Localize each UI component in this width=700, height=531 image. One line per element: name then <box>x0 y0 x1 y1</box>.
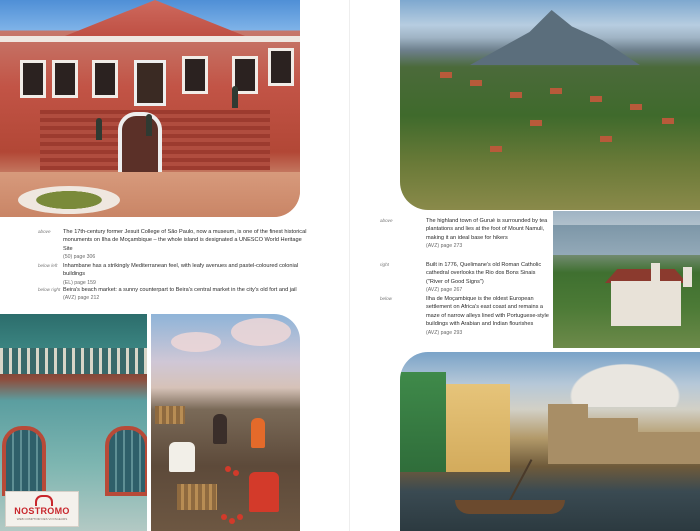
caption-body: Ilha de Moçambique is the oldest European settlement on Africa's east coast and remains a maze of narrow alleys lined with Portuguese-style buildings with Arabian and Indian flourishes <box>426 296 549 328</box>
photo-jesuit-college <box>0 0 300 217</box>
cathedral-tower <box>683 267 692 287</box>
market-crate <box>155 406 185 424</box>
caption-position: below right <box>38 287 61 292</box>
house-roof <box>440 72 452 78</box>
market-crate <box>177 484 217 510</box>
caption-position: right <box>380 262 389 267</box>
caption-ref: (EL) page 159 <box>63 279 96 286</box>
cloud <box>171 332 221 352</box>
house-roof <box>590 96 602 102</box>
house-roof <box>550 88 562 94</box>
photo-beira-market <box>151 314 300 531</box>
house-roof <box>470 80 482 86</box>
building-cornice <box>0 36 300 42</box>
cathedral-tower <box>651 263 660 283</box>
caption-body: Beira's beach market: a sunny counterpart to Beira's central market in the city's old fort and jail <box>63 287 297 293</box>
house-roof <box>600 136 612 142</box>
caption-position: below <box>380 296 393 301</box>
nostromo-logo <box>5 491 79 527</box>
caption-position: above <box>38 229 51 234</box>
caption-body: Inhambane has a strikingly Mediterranean feel, with leafy avenues and pastel-coloured colonial buildings <box>63 263 299 278</box>
caption-body: The 17th-century former Jesuit College of São Paulo, now a museum, is one of the finest historical monuments on Ilha de Moçambique – the whole island is designated a UNESCO World Heritage Site <box>63 229 307 252</box>
caption-text <box>63 286 308 303</box>
tomato <box>225 466 231 472</box>
house-roof <box>662 118 674 124</box>
tomato <box>221 514 227 520</box>
green-building <box>400 372 446 472</box>
house-roof <box>510 92 522 98</box>
caption-text <box>426 261 550 295</box>
logo-name: NOSTROMO <box>14 506 70 516</box>
caption-ref: (50) page 306 <box>63 254 96 261</box>
building-pediment <box>60 0 250 38</box>
building-window <box>52 60 78 98</box>
building-window <box>20 60 46 98</box>
building-window <box>182 56 208 94</box>
ruined-building <box>588 418 638 464</box>
right-page <box>350 0 700 531</box>
fountain <box>18 186 120 214</box>
photo-quelimane-cathedral <box>553 211 700 348</box>
cathedral <box>611 281 681 326</box>
statue <box>146 114 152 136</box>
ruined-building <box>638 432 700 464</box>
balcony-railing <box>0 348 147 374</box>
caption-body: Built in 1776, Quelimane's old Roman Catholic cathedral overlooks the Rio dos Bons Sinais ("River of Good Signs") <box>426 262 542 285</box>
caption-body: The highland town of Gurué is surrounded by tea plantations and lies at the foot of Mount Namuli, making it an ideal base for hikers <box>426 218 548 241</box>
caption-text <box>426 217 550 251</box>
ruined-building <box>548 404 588 464</box>
building-door <box>134 60 166 106</box>
caption-text <box>426 295 550 337</box>
house-roof <box>530 120 542 126</box>
caption-ref: (AVZ) page 267 <box>426 287 463 294</box>
caption-ref: (AVZ) page 273 <box>426 243 463 250</box>
dhow-boat <box>455 500 565 514</box>
house-roof <box>630 104 642 110</box>
mount-namuli <box>470 10 640 65</box>
house-roof <box>490 146 502 152</box>
building-arch <box>118 112 162 178</box>
caption-position: above <box>380 218 393 223</box>
photo-gurue <box>400 0 700 210</box>
boat-mast <box>508 459 532 502</box>
photo-inhambane-facade <box>0 314 147 531</box>
photo-ilha-de-mocambique <box>400 352 700 531</box>
market-vendor <box>169 442 195 472</box>
yellow-building <box>446 384 510 472</box>
logo-arch-icon <box>35 495 53 506</box>
building-window <box>268 48 294 86</box>
statue <box>96 118 102 140</box>
river <box>553 225 700 255</box>
caption-ref: (AVZ) page 293 <box>426 329 463 336</box>
caption-ref: (AVZ) page 212 <box>63 295 100 302</box>
logo-tagline: WEB COMPTOIR DES VOYAGEURS <box>16 517 68 521</box>
caption-position: below left <box>38 263 58 268</box>
caption-text <box>63 228 308 262</box>
tomato <box>237 514 243 520</box>
arched-window <box>2 426 46 496</box>
market-vendor <box>251 418 265 448</box>
clouds <box>550 352 700 407</box>
statue <box>232 86 238 108</box>
tomato <box>233 470 239 476</box>
tomato <box>229 518 235 524</box>
building-window <box>92 60 118 98</box>
market-vendor <box>249 472 279 512</box>
caption-text <box>63 262 308 287</box>
cloud <box>231 318 291 346</box>
arched-window <box>105 426 147 496</box>
market-vendor <box>213 414 227 444</box>
